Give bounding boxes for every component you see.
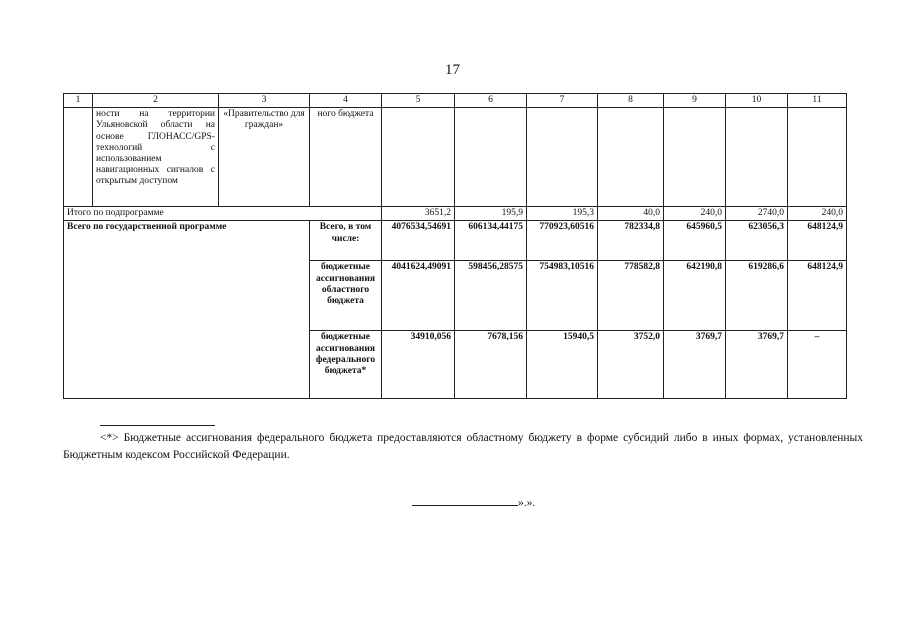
- column-number: 11: [788, 94, 847, 108]
- column-number: 4: [310, 94, 382, 108]
- column-number: 7: [527, 94, 598, 108]
- footnote-divider: [100, 425, 215, 426]
- value-cell: 15940,5: [527, 331, 598, 399]
- value-cell: 2740,0: [726, 207, 788, 221]
- value-cell: 770923,60516: [527, 221, 598, 261]
- value-cell: 645960,5: [664, 221, 726, 261]
- value-cell: 195,3: [527, 207, 598, 221]
- value-cell: 240,0: [664, 207, 726, 221]
- value-cell: 7678,156: [455, 331, 527, 399]
- program-total-row: [64, 221, 847, 261]
- value-cell: 754983,10516: [527, 261, 598, 331]
- funding-source: бюджетные ассигнования федерального бюджета*: [310, 331, 382, 399]
- column-number: 3: [219, 94, 310, 108]
- subprogram-total-label: Итого по подпрограмме: [64, 207, 382, 221]
- value-cell: 40,0: [598, 207, 664, 221]
- column-number-row: [64, 94, 847, 108]
- value-cell: 4041624,49091: [382, 261, 455, 331]
- table-row: [64, 108, 847, 207]
- value-cell: 623056,3: [726, 221, 788, 261]
- value-cell: 642190,8: [664, 261, 726, 331]
- responsible-executor: «Правительство для граждан»: [219, 108, 310, 207]
- closing-mark: ».».: [518, 497, 536, 509]
- value-cell: 195,9: [455, 207, 527, 221]
- funding-source: Всего, в том числе:: [310, 221, 382, 261]
- value-cell: 598456,28575: [455, 261, 527, 331]
- column-number: 10: [726, 94, 788, 108]
- value-cell: 606134,44175: [455, 221, 527, 261]
- value-cell: 240,0: [788, 207, 847, 221]
- closing-line: [412, 494, 535, 509]
- value-cell: 778582,8: [598, 261, 664, 331]
- column-number: 5: [382, 94, 455, 108]
- column-number: 1: [64, 94, 93, 108]
- column-number: 9: [664, 94, 726, 108]
- subprogram-total-row: [64, 207, 847, 221]
- value-cell: 782334,8: [598, 221, 664, 261]
- signature-line: [412, 494, 518, 506]
- value-cell: 619286,6: [726, 261, 788, 331]
- funding-source: ного бюджета: [310, 108, 382, 207]
- value-cell: 648124,9: [788, 221, 847, 261]
- measure-description: ности на территории Ульяновской области на основе ГЛОНАСС/GPS-технологий с использованием навигационных сигналов с открытым доступом: [93, 108, 219, 207]
- value-cell: 34910,056: [382, 331, 455, 399]
- column-number: 8: [598, 94, 664, 108]
- value-cell: 4076534,54691: [382, 221, 455, 261]
- value-cell: 3769,7: [664, 331, 726, 399]
- funding-source: бюджетные ассигнования областного бюджета: [310, 261, 382, 331]
- page-number: 17: [445, 62, 460, 78]
- value-cell: 3752,0: [598, 331, 664, 399]
- footnote: <*> Бюджетные ассигнования федерального бюджета предоставляются областному бюджету в форме субсидий либо в иных формах, установленных Бюджетным кодексом Российской Федерации.: [63, 432, 863, 461]
- column-number: 6: [455, 94, 527, 108]
- budget-table: [63, 93, 847, 399]
- program-total-label: Всего по государственной программе: [64, 221, 310, 399]
- value-cell: 648124,9: [788, 261, 847, 331]
- value-cell: –: [788, 331, 847, 399]
- column-number: 2: [93, 94, 219, 108]
- value-cell: 3651,2: [382, 207, 455, 221]
- value-cell: 3769,7: [726, 331, 788, 399]
